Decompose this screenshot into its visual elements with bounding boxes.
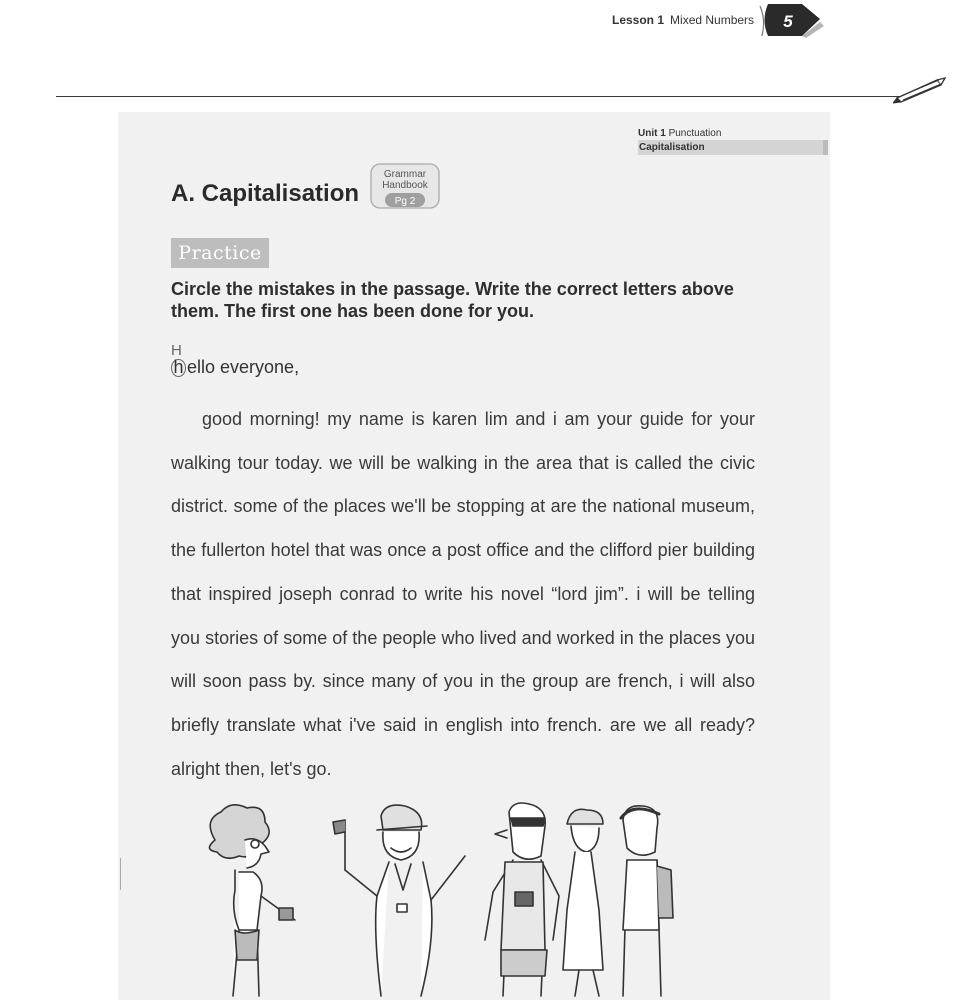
tour-guide-with-flag (333, 805, 465, 996)
badge-line1: Grammar (383, 169, 427, 180)
unit-topic: Punctuation (668, 128, 722, 139)
instructions: Circle the mistakes in the passage. Write the correct letters above them. The first one has been done for you. (171, 279, 734, 321)
man-with-sunglasses (485, 803, 559, 996)
salutation-text: ello everyone, (187, 357, 300, 377)
example-correction: H (171, 342, 182, 359)
badge-line2: Handbook (382, 180, 428, 191)
passage (171, 398, 755, 791)
circled-letter: h (171, 359, 186, 377)
section-title: A. Capitalisation (171, 180, 360, 207)
grammar-handbook-badge (370, 163, 440, 213)
boy-with-backpack (621, 806, 673, 996)
unit-subtopic-bar: Capitalisation (638, 140, 828, 155)
pencil-icon (893, 74, 949, 104)
unit-number: Unit 1 (638, 128, 666, 139)
woman-with-hat (563, 809, 603, 996)
margin-mark (120, 858, 121, 890)
lesson-title: Mixed Numbers (670, 13, 755, 27)
lesson-number: Lesson 1 (612, 13, 665, 27)
unit-line (638, 127, 828, 140)
unit-label (638, 127, 828, 155)
page-number-tab (758, 2, 828, 38)
tour-group-illustration (195, 800, 685, 1000)
badge-page: Pg 2 (394, 196, 416, 207)
page-number: 5 (783, 12, 793, 31)
header-rule (56, 96, 904, 97)
passage-text: good morning! my name is karen lim and i am your guide for your walking tour today. we will be walking in the area that is called the civic district. some of the places we'll be stopping at are the national museum, the fullerton hotel that was once a post office and the clifford pier building that inspired joseph conrad to write his novel “lord jim”. i will be telling you stories of some of the people who lived and worked in the places you will soon pass by. since many of you in the group are french, i will also briefly translate what i've said in english into french. are we all ready? alright then, let's go. (171, 409, 755, 779)
page-header (0, 0, 960, 110)
lesson-label (612, 13, 754, 27)
woman-with-camera (209, 805, 295, 996)
practice-label: Practice (171, 238, 269, 268)
salutation (171, 357, 299, 378)
